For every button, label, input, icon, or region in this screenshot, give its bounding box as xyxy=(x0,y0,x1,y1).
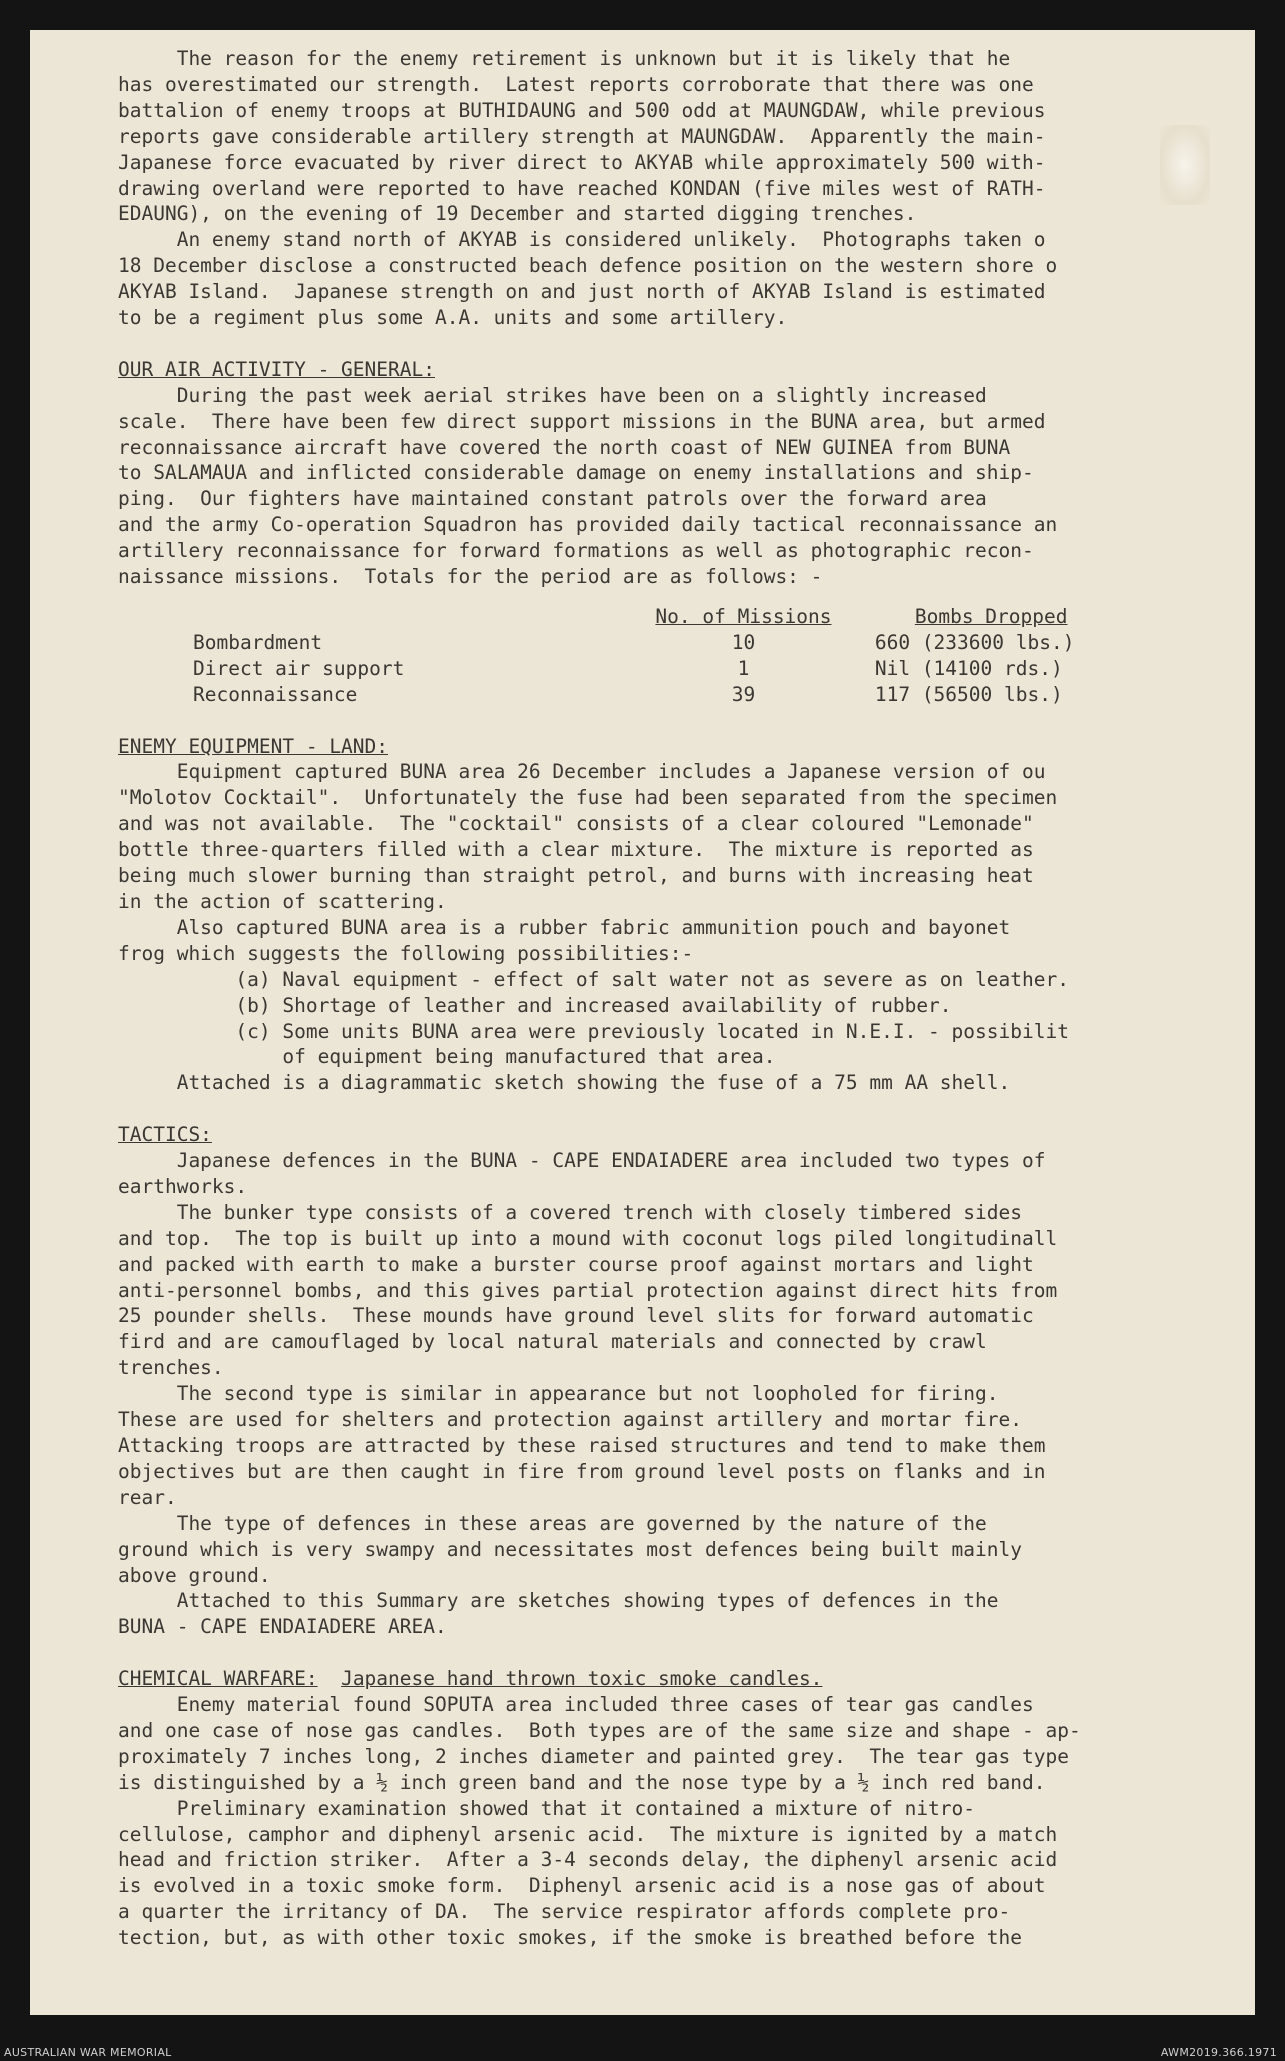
document-page xyxy=(30,30,1255,2015)
table-row xyxy=(193,682,1158,708)
row-label: Bombardment xyxy=(193,630,323,654)
text-line: in the action of scattering. xyxy=(118,889,447,913)
paper-tear xyxy=(1160,125,1210,205)
text-line: trenches. xyxy=(118,1356,224,1380)
text-line: drawing overland were reported to have reached KONDAN (five miles west of RATH- xyxy=(118,176,1046,200)
text-line: Japanese force evacuated by river direct to AKYAB while approximately 500 with- xyxy=(118,150,1046,174)
text-line: reports gave considerable artillery strength at MAUNGDAW. Apparently the main- xyxy=(118,124,1046,148)
text-line: objectives but are then caught in fire from ground level posts on flanks and in xyxy=(118,1459,1046,1483)
text-line: 18 December disclose a constructed beach defence position on the western shore o xyxy=(118,254,1058,278)
row-label: Direct air support xyxy=(193,656,405,680)
row-bombs: Nil (14100 rds.) xyxy=(874,656,1063,680)
text-line: naissance missions. Totals for the period are as follows: - xyxy=(118,565,823,589)
text-line: Also captured BUNA area is a rubber fabric ammunition pouch and bayonet xyxy=(118,915,1011,939)
table-header-row xyxy=(193,604,1158,630)
missions-column-header: No. of Missions xyxy=(655,605,832,629)
text-line: These are used for shelters and protection against artillery and mortar fire. xyxy=(118,1408,1022,1432)
row-bombs: 660 (233600 lbs.) xyxy=(874,630,1075,654)
text-line: ground which is very swampy and necessitates most defences being built mainly xyxy=(118,1537,1022,1561)
text-line: has overestimated our strength. Latest reports corroborate that there was one xyxy=(118,72,1034,96)
text-line: The bunker type consists of a covered trench with closely timbered sides xyxy=(118,1200,1022,1224)
tactics-section xyxy=(118,1122,1158,1640)
text-line: being much slower burning than straight petrol, and burns with increasing heat xyxy=(118,864,1034,888)
text-line: and one case of nose gas candles. Both types are of the same size and shape - ap- xyxy=(118,1718,1081,1742)
missions-table xyxy=(193,604,1158,708)
text-line: frog which suggests the following possibilities:- xyxy=(118,941,694,965)
text-line: Japanese defences in the BUNA - CAPE ENDAIADERE area included two types of xyxy=(118,1149,1046,1173)
text-line: EDAUNG), on the evening of 19 December and started digging trenches. xyxy=(118,202,917,226)
text-line: Equipment captured BUNA area 26 December includes a Japanese version of ou xyxy=(118,760,1046,784)
text-line: 25 pounder shells. These mounds have ground level slits for forward automatic xyxy=(118,1304,1034,1328)
section-heading: CHEMICAL WARFARE: xyxy=(118,1667,318,1691)
text-line: scale. There have been few direct support missions in the BUNA area, but armed xyxy=(118,409,1046,433)
text-line: and packed with earth to make a burster course proof against mortars and light xyxy=(118,1252,1034,1276)
text-line: Attached to this Summary are sketches showing types of defences in the xyxy=(118,1589,999,1613)
text-line: BUNA - CAPE ENDAIADERE AREA. xyxy=(118,1615,447,1639)
text-line: battalion of enemy troops at BUTHIDAUNG and 500 odd at MAUNGDAW, while previous xyxy=(118,98,1046,122)
row-bombs: 117 (56500 lbs.) xyxy=(874,682,1063,706)
text-line: ping. Our fighters have maintained constant patrols over the forward area xyxy=(118,487,987,511)
text-line: is evolved in a toxic smoke form. Diphenyl arsenic acid is a nose gas of about xyxy=(118,1874,1046,1898)
text-line: AKYAB Island. Japanese strength on and just north of AKYAB Island is estimated xyxy=(118,280,1046,304)
text-line: is distinguished by a ½ inch green band and the nose type by a ½ inch red band. xyxy=(118,1770,1046,1794)
air-activity-section xyxy=(118,357,1158,708)
text-line: to be a regiment plus some A.A. units and some artillery. xyxy=(118,306,788,330)
text-line: Attached is a diagrammatic sketch showing the fuse of a 75 mm AA shell. xyxy=(118,1071,1011,1095)
text-line: artillery reconnaissance for forward formations as well as photographic recon- xyxy=(118,539,1034,563)
chemical-warfare-section xyxy=(118,1666,1158,1951)
text-line: and top. The top is built up into a mound with coconut logs piled longitudinall xyxy=(118,1226,1058,1250)
text-line: and the army Co-operation Squadron has provided daily tactical reconnaissance an xyxy=(118,513,1058,537)
section-heading: OUR AIR ACTIVITY - GENERAL: xyxy=(118,357,435,381)
section-heading-line xyxy=(118,1666,1158,1692)
text-line: rear. xyxy=(118,1485,177,1509)
text-line: above ground. xyxy=(118,1563,271,1587)
text-line: head and friction striker. After a 3-4 seconds delay, the diphenyl arsenic acid xyxy=(118,1848,1058,1872)
text-line: An enemy stand north of AKYAB is considered unlikely. Photographs taken o xyxy=(118,228,1046,252)
section-subheading: Japanese hand thrown toxic smoke candles. xyxy=(341,1667,823,1691)
text-line: of equipment being manufactured that area. xyxy=(118,1045,776,1069)
text-line: and was not available. The "cocktail" consists of a clear coloured "Lemonade" xyxy=(118,812,1034,836)
document-body xyxy=(118,46,1158,1951)
text-line: (b) Shortage of leather and increased availability of rubber. xyxy=(118,993,952,1017)
text-line: (c) Some units BUNA area were previously located in N.E.I. - possibilit xyxy=(118,1019,1069,1043)
text-line: (a) Naval equipment - effect of salt water not as severe as on leather. xyxy=(118,967,1069,991)
row-missions: 1 xyxy=(737,656,750,680)
text-line: earthworks. xyxy=(118,1174,248,1198)
text-line: anti-personnel bombs, and this gives partial protection against direct hits from xyxy=(118,1278,1058,1302)
text-line: reconnaissance aircraft have covered the north coast of NEW GUINEA from BUNA xyxy=(118,435,1011,459)
text-line: proximately 7 inches long, 2 inches diameter and painted grey. The tear gas type xyxy=(118,1744,1069,1768)
text-line: The reason for the enemy retirement is unknown but it is likely that he xyxy=(118,47,1011,70)
section-heading: TACTICS: xyxy=(118,1123,212,1147)
text-line: The second type is similar in appearance but not loopholed for firing. xyxy=(118,1382,999,1406)
text-line: to SALAMAUA and inflicted considerable damage on enemy installations and ship- xyxy=(118,461,1034,485)
text-line: cellulose, camphor and diphenyl arsenic acid. The mixture is ignited by a match xyxy=(118,1822,1058,1846)
footer-accession-number: AWM2019.366.1971 xyxy=(1160,2046,1277,2059)
table-row xyxy=(193,630,1158,656)
enemy-equipment-section xyxy=(118,734,1158,1097)
footer-institution: AUSTRALIAN WAR MEMORIAL xyxy=(4,2046,172,2059)
intro-section xyxy=(118,46,1158,331)
text-line: During the past week aerial strikes have been on a slightly increased xyxy=(118,383,987,407)
row-missions: 10 xyxy=(731,630,756,654)
text-line: fird and are camouflaged by local natural materials and connected by crawl xyxy=(118,1330,987,1354)
section-heading: ENEMY EQUIPMENT - LAND: xyxy=(118,734,389,758)
text-line: "Molotov Cocktail". Unfortunately the fuse had been separated from the specimen xyxy=(118,786,1058,810)
text-line: a quarter the irritancy of DA. The service respirator affords complete pro- xyxy=(118,1900,1011,1924)
row-label: Reconnaissance xyxy=(193,682,358,706)
table-row xyxy=(193,656,1158,682)
text-line: Attacking troops are attracted by these raised structures and tend to make them xyxy=(118,1433,1046,1457)
text-line: bottle three-quarters filled with a clear mixture. The mixture is reported as xyxy=(118,838,1034,862)
text-line: tection, but, as with other toxic smokes, if the smoke is breathed before the xyxy=(118,1926,1022,1950)
bombs-column-header: Bombs Dropped xyxy=(914,605,1068,629)
text-line: Enemy material found SOPUTA area included three cases of tear gas candles xyxy=(118,1693,1034,1717)
text-line: The type of defences in these areas are governed by the nature of the xyxy=(118,1511,987,1535)
text-line: Preliminary examination showed that it contained a mixture of nitro- xyxy=(118,1796,976,1820)
row-missions: 39 xyxy=(731,682,756,706)
